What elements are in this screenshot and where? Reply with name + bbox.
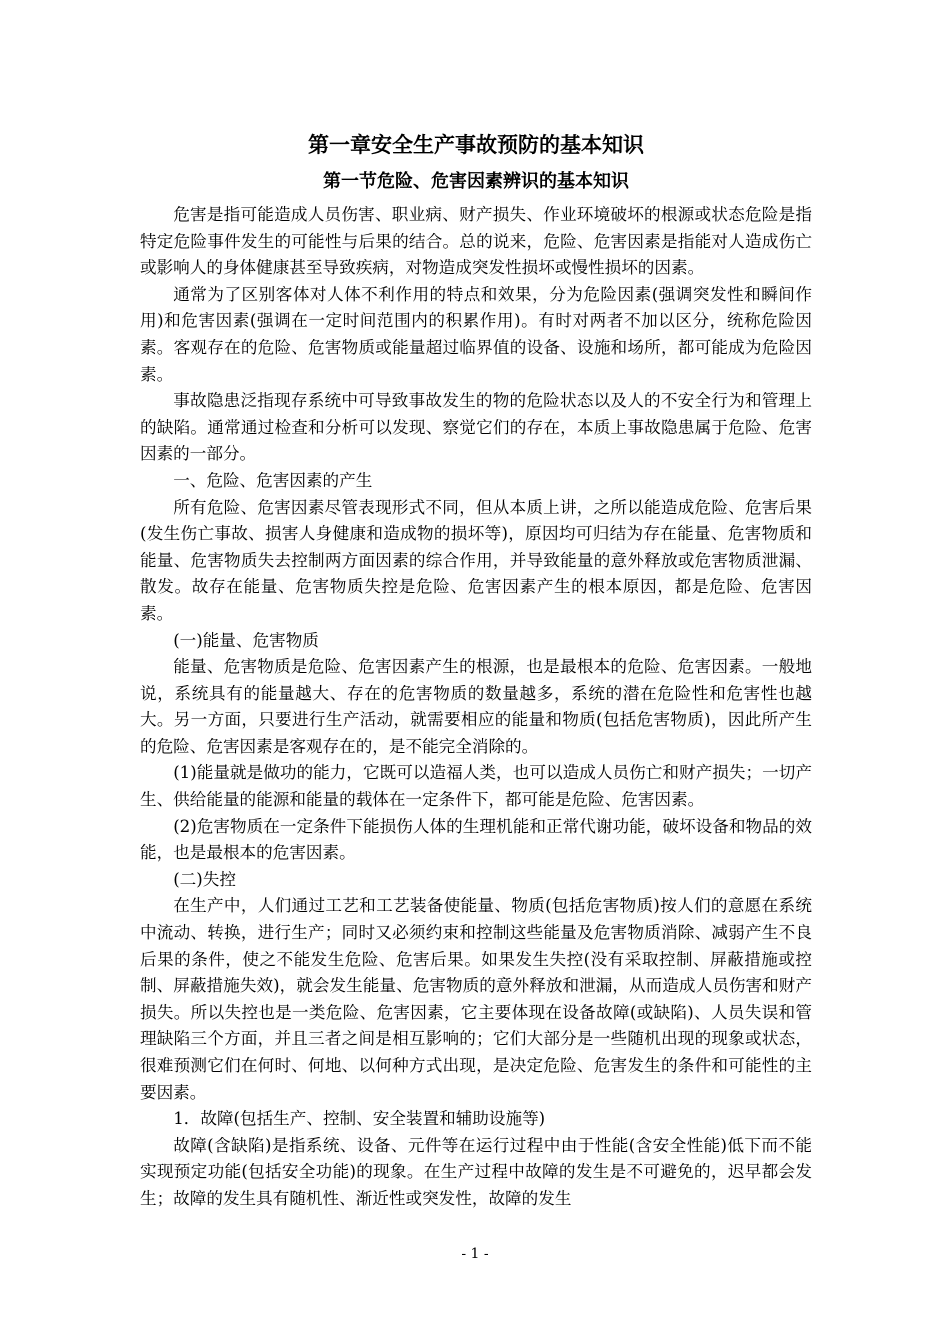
body-text <box>140 202 812 1213</box>
page-content <box>140 130 812 1213</box>
subheading: 1．故障(包括生产、控制、安全装置和辅助设施等) <box>173 1109 546 1129</box>
subheading: (二)失控 <box>173 869 236 889</box>
subheading: 一、危险、危害因素的产生 <box>173 470 373 490</box>
paragraph: 所有危险、危害因素尽管表现形式不同，但从本质上讲，之所以能造成危险、危害后果(发生伤亡事故、损害人身健康和造成物的损坏等)，原因均可归结为存在能量、危害物质和能量、危害物质失去控制两方面因素的综合作用，并导致能量的意外释放或危害物质泄漏、散发。故存在能量、危害物质失控是危险、危害因素产生的根本原因，都是危险、危害因素。 <box>140 497 812 623</box>
subheading: (一)能量、危害物质 <box>173 630 319 650</box>
paragraph: 故障(含缺陷)是指系统、设备、元件等在运行过程中由于性能(含安全性能)低下而不能实现预定功能(包括安全功能)的现象。在生产过程中故障的发生是不可避免的，迟早都会发生；故障的发生具有随机性、渐近性或突发性，故障的发生 <box>140 1135 812 1208</box>
chapter-title: 第一章安全生产事故预防的基本知识 <box>308 133 644 157</box>
paragraph: 危害是指可能造成人员伤害、职业病、财产损失、作业环境破坏的根源或状态危险是指特定危险事件发生的可能性与后果的结合。总的说来，危险、危害因素是指能对人造成伤亡或影响人的身体健康甚至导致疾病，对物造成突发性损坏或慢性损坏的因素。 <box>140 205 812 278</box>
paragraph: 能量、危害物质是危险、危害因素产生的根源，也是最根本的危险、危害因素。一般地说，系统具有的能量越大、存在的危害物质的数量越多，系统的潜在危险性和危害性也越大。另一方面，只要进行生产活动，就需要相应的能量和物质(包括危害物质)，因此所产生的危险、危害因素是客观存在的，是不能完全消除的。 <box>140 657 812 756</box>
paragraph: 事故隐患泛指现存系统中可导致事故发生的物的危险状态以及人的不安全行为和管理上的缺陷。通常通过检查和分析可以发现、察觉它们的存在，本质上事故隐患属于危险、危害因素的一部分。 <box>140 391 812 464</box>
paragraph: 通常为了区别客体对人体不利作用的特点和效果，分为危险因素(强调突发性和瞬间作用)和危害因素(强调在一定时间范围内的积累作用)。有时对两者不加以区分，统称危险因素。客观存在的危险、危害物质或能量超过临界值的设备、设施和场所，都可能成为危险因素。 <box>140 284 812 384</box>
paragraph: (2)危害物质在一定条件下能损伤人体的生理机能和正常代谢功能，破坏设备和物品的效能，也是最根本的危害因素。 <box>140 816 812 863</box>
paragraph: 在生产中，人们通过工艺和工艺装备使能量、物质(包括危害物质)按人们的意愿在系统中流动、转换，进行生产；同时又必须约束和控制这些能量及危害物质消除、减弱产生不良后果的条件，使之不能发生危险、危害后果。如果发生失控(没有采取控制、屏蔽措施或控制、屏蔽措施失效)，就会发生能量、危害物质的意外释放和泄漏，从而造成人员伤害和财产损失。所以失控也是一类危险、危害因素，它主要体现在设备故障(或缺陷)、人员失误和管理缺陷三个方面，并且三者之间是相互影响的；它们大部分是一些随机出现的现象或状态，很难预测它们在何时、何地、以何种方式出现，是决定危险、危害发生的条件和可能性的主要因素。 <box>140 896 812 1102</box>
section-title: 第一节危险、危害因素辨识的基本知识 <box>323 171 629 192</box>
page-number: - 1 - <box>461 1246 489 1262</box>
paragraph: (1)能量就是做功的能力，它既可以造福人类，也可以造成人员伤亡和财产损失；一切产生、供给能量的能源和能量的载体在一定条件下，都可能是危险、危害因素。 <box>140 763 812 810</box>
